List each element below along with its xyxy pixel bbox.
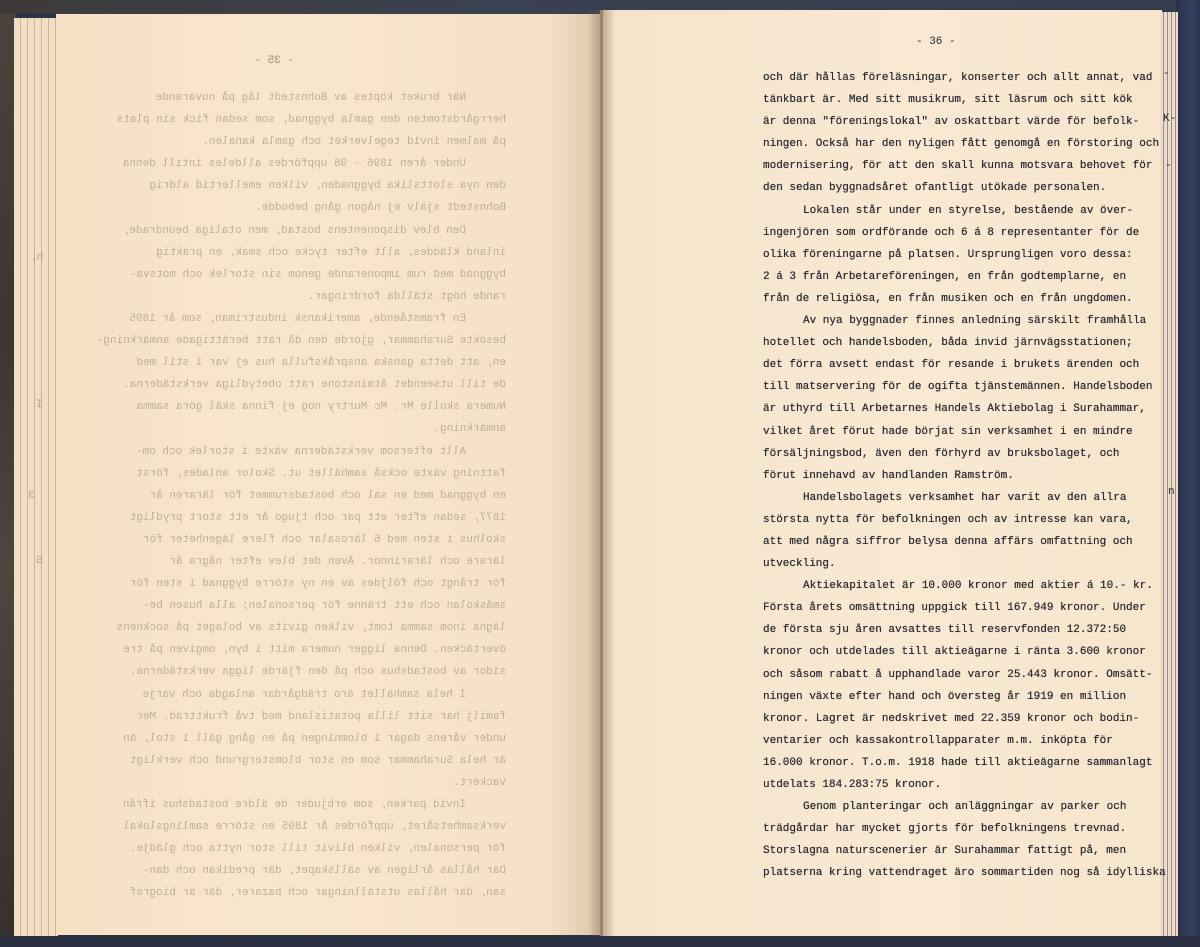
book-cover-bottom (0, 936, 1200, 947)
paragraph (86, 87, 506, 153)
text-line: är denna "föreningslokal" av oskattbart värde för befolk- (763, 116, 1140, 129)
paragraph (763, 487, 1173, 575)
text-line: att med några siffror belysa denna affärs omfattning och (763, 535, 1133, 548)
text-line: Under åren 1896 - 98 uppfördes alldeles intill denna (122, 158, 466, 171)
paragraph (763, 200, 1173, 310)
text-line: kronor och utdelades till aktieägarne i ränta 3.600 kronor (763, 646, 1146, 659)
text-line: verksamhetsåret, uppfördes år 1895 en större samlingslokal (123, 821, 506, 834)
text-line: är uthyrd till Arbetarnes Handels Aktiebolag i Surahammar, (763, 403, 1146, 416)
left-page-stack-edges (14, 18, 58, 936)
text-line: Allt eftersom verkstäderna växte i storlek och om- (135, 445, 466, 458)
text-line: Lokalen står under en styrelse, bestående av över- (803, 204, 1134, 217)
text-line: till matservering för de ogifta tjänstemännen. Handelsboden (763, 381, 1153, 394)
text-line: och såsom rabatt å upphandlade varor 25.443 kronor. Omsätt- (763, 668, 1153, 681)
text-line: herrgårdstomten den gamla byggnad, som sedan fick sin plats (116, 114, 506, 127)
margin-mark: - (1165, 160, 1172, 172)
margin-mark: 3 (28, 490, 35, 502)
left-page-number: - 35 - (254, 55, 294, 67)
text-line: skolhus i sten med 6 lärosalar och flere lägenheter för (142, 533, 506, 546)
book-spine (588, 10, 614, 936)
paragraph (763, 67, 1173, 200)
text-line: är hela Surahammar som en stor blomstergrund och verkligt (129, 754, 506, 767)
text-line: och där hållas föreläsningar, konserter och allt annat, vad (763, 72, 1153, 84)
text-line: Den blev disponentens bostad, men otaliga beundrade, (122, 224, 466, 237)
text-line: I hela samhället äro trädgårdar anlagda och varje (142, 688, 466, 701)
text-line: Bohnstedt själv ej någon gång bebodde. (255, 202, 506, 215)
text-line: småskolan och ett tränne för personalen; alla husen be- (142, 600, 506, 613)
text-line: det förra avsett endast för resande i brukets ärenden och (763, 359, 1140, 372)
text-line: tänkbart är. Med sitt musikrum, sitt läsrum och sitt kök (763, 94, 1133, 107)
right-page-body (763, 67, 1173, 884)
text-line: besökte Surahammar, gjorde den då rätt berättigade anmärkning- (96, 335, 506, 348)
text-line: utdelats 184.283:75 kronor. (763, 779, 942, 791)
paragraph (86, 153, 506, 219)
margin-mark: K- (1163, 113, 1177, 125)
text-line: lägna inom samma tomt, vilken givits av bolaget på socknens (116, 622, 506, 635)
text-line: 1877, sedan efter ett par och tjugo år ett stort prydligt (129, 511, 506, 524)
margin-mark: S (36, 555, 43, 567)
text-line: övertäcken. Denna ligger numera mitt i byn, omgiven på tre (123, 644, 506, 657)
margin-mark: I (36, 399, 43, 411)
text-line: inland kläddes, allt efter tycke och smak, en präktig (156, 246, 506, 259)
text-line: sidor av bostadshus och på den fjärde ligga verkstäderna. (129, 666, 506, 679)
text-line: för trångt och följdes av en ny större byggnad i sten för (129, 578, 506, 591)
text-line: de till utseendet åtminstone rätt obetydliga verkstäderna. (123, 379, 506, 392)
text-line: den nya slottslika byggnaden, vilken emellertid aldrig (149, 180, 506, 193)
text-line: lärare och lärarinnor. Även det blev efter några år (169, 555, 506, 568)
text-line: Genom planteringar och anläggningar av parker och (803, 801, 1127, 814)
text-line: utveckling. (763, 558, 836, 571)
margin-mark: h, (30, 252, 44, 264)
paragraph (86, 441, 506, 684)
text-line: byggnad med rum imponerande genom sin storlek och motsva- (129, 268, 506, 281)
paragraph (763, 796, 1173, 884)
text-line: 16.000 kronor. T.o.m. 1918 hade till aktieägarne sammanlagt (763, 756, 1153, 769)
right-page-number: - 36 - (916, 36, 956, 48)
text-line: familj har sitt lilla potatisland med två fruktträd. Mer (136, 710, 506, 723)
text-line: När bruket köptes av Bohnstedt låg på nuvarande (155, 92, 466, 104)
paragraph (763, 310, 1173, 487)
text-line: trädgårdar har mycket gjorts för befolkningens trevnad. (763, 823, 1127, 836)
paragraph (86, 684, 506, 794)
text-line: en, att detta ganska anspråksfulla hus ej var i stil med (136, 357, 506, 370)
text-line: ingenjören som ordförande och 6 á 8 representanter för de (763, 226, 1140, 239)
text-line: olika föreningarne på platsen. Ursprungligen voro dessa: (763, 248, 1133, 261)
paragraph (763, 575, 1173, 796)
text-line: Numera skulle Mr. Mc Murtry nog ej finna skäl göra samma (136, 401, 506, 414)
text-line: 2 á 3 från Arbetareföreningen, en från godtemplarne, en (763, 270, 1127, 283)
text-line: En framstående, amerikansk industriman, som år 1895 (129, 312, 466, 325)
text-line: den sedan byggnadsåret ofantligt utökade personalen. (763, 182, 1107, 195)
margin-mark: - (1163, 68, 1170, 80)
text-line: Aktiekapitalet är 10.000 kronor med aktier á 10.- kr. (803, 580, 1153, 593)
text-line: fattning växte också samhället ut. Skolor anlades, först (136, 467, 506, 480)
text-line: ventarier och kassakontrollapparater m.m. inköpta för (763, 734, 1113, 747)
text-line: vilket året förut hade börjat sin verksamhet i en mindre (763, 425, 1133, 438)
text-line: ningen växte efter hand och översteg år 1919 en million (763, 690, 1127, 703)
text-line: Första årets omsättning uppgick till 167.949 kronor. Under (763, 602, 1146, 615)
text-line: ningen. Också har den nyligen fått genomgå en förstoring och (763, 138, 1160, 151)
paragraph (86, 794, 506, 904)
text-line: från de religiösa, en från musiken och en från ungdomen. (763, 292, 1133, 305)
text-line: de första sju åren avsattes till reservfonden 12.372:50 (763, 624, 1127, 637)
text-line: förut innehavd av handlanden Ramström. (763, 469, 1014, 482)
text-line: san, där hållas utställningar och bazarer, där är biograf (129, 887, 506, 900)
text-line: platserna kring vattendraget äro sommartiden nog så idylliska (763, 867, 1166, 880)
paragraph (86, 220, 506, 308)
text-line: för personalen, vilken blivit till stor nytta och glädje. (129, 843, 506, 856)
paragraph (86, 308, 506, 441)
text-line: Handelsbolagets verksamhet har varit av den allra (803, 491, 1127, 504)
text-line: rande högt ställda fordringar. (307, 290, 506, 303)
text-line: anmärkning. (433, 423, 506, 436)
text-line: vackert. (453, 776, 506, 789)
text-line: kronor. Lagret är nedskrivet med 22.359 kronor och bodin- (763, 712, 1140, 725)
text-line: en byggnad med en sal och bostadsrummet för läraren år (149, 489, 506, 502)
text-line: Invid parken, som erbjuder de äldre bostadshus ifrån (122, 799, 466, 811)
text-line: största nytta för befolkningen och av intresse kan vara, (763, 513, 1133, 526)
book-cover-right (1176, 0, 1200, 947)
text-line: Storslagna naturscenerier är Surahammar fattigt på, men (763, 845, 1127, 858)
text-line: på malmen invid tegelverket och gamla kanalen. (202, 136, 506, 149)
text-line: modernisering, för att den skall kunna motsvara behovet för (763, 160, 1153, 173)
text-line: försäljningsbod, även den förhyrd av bruksbolaget, och (763, 447, 1120, 460)
left-page-bleedthrough-text (86, 87, 506, 904)
text-line: Där hållas årligen av sällskapet, där predikan och dan- (142, 865, 506, 878)
text-line: hotellet och handelsboden, båda invid järnvägsstationen; (763, 337, 1133, 350)
margin-mark: n (1168, 486, 1175, 498)
text-line: Av nya byggnader finnes anledning särskilt framhålla (803, 315, 1147, 328)
text-line: under vårens dagar i blomningen på en gång gäll i stol, än (123, 732, 506, 745)
